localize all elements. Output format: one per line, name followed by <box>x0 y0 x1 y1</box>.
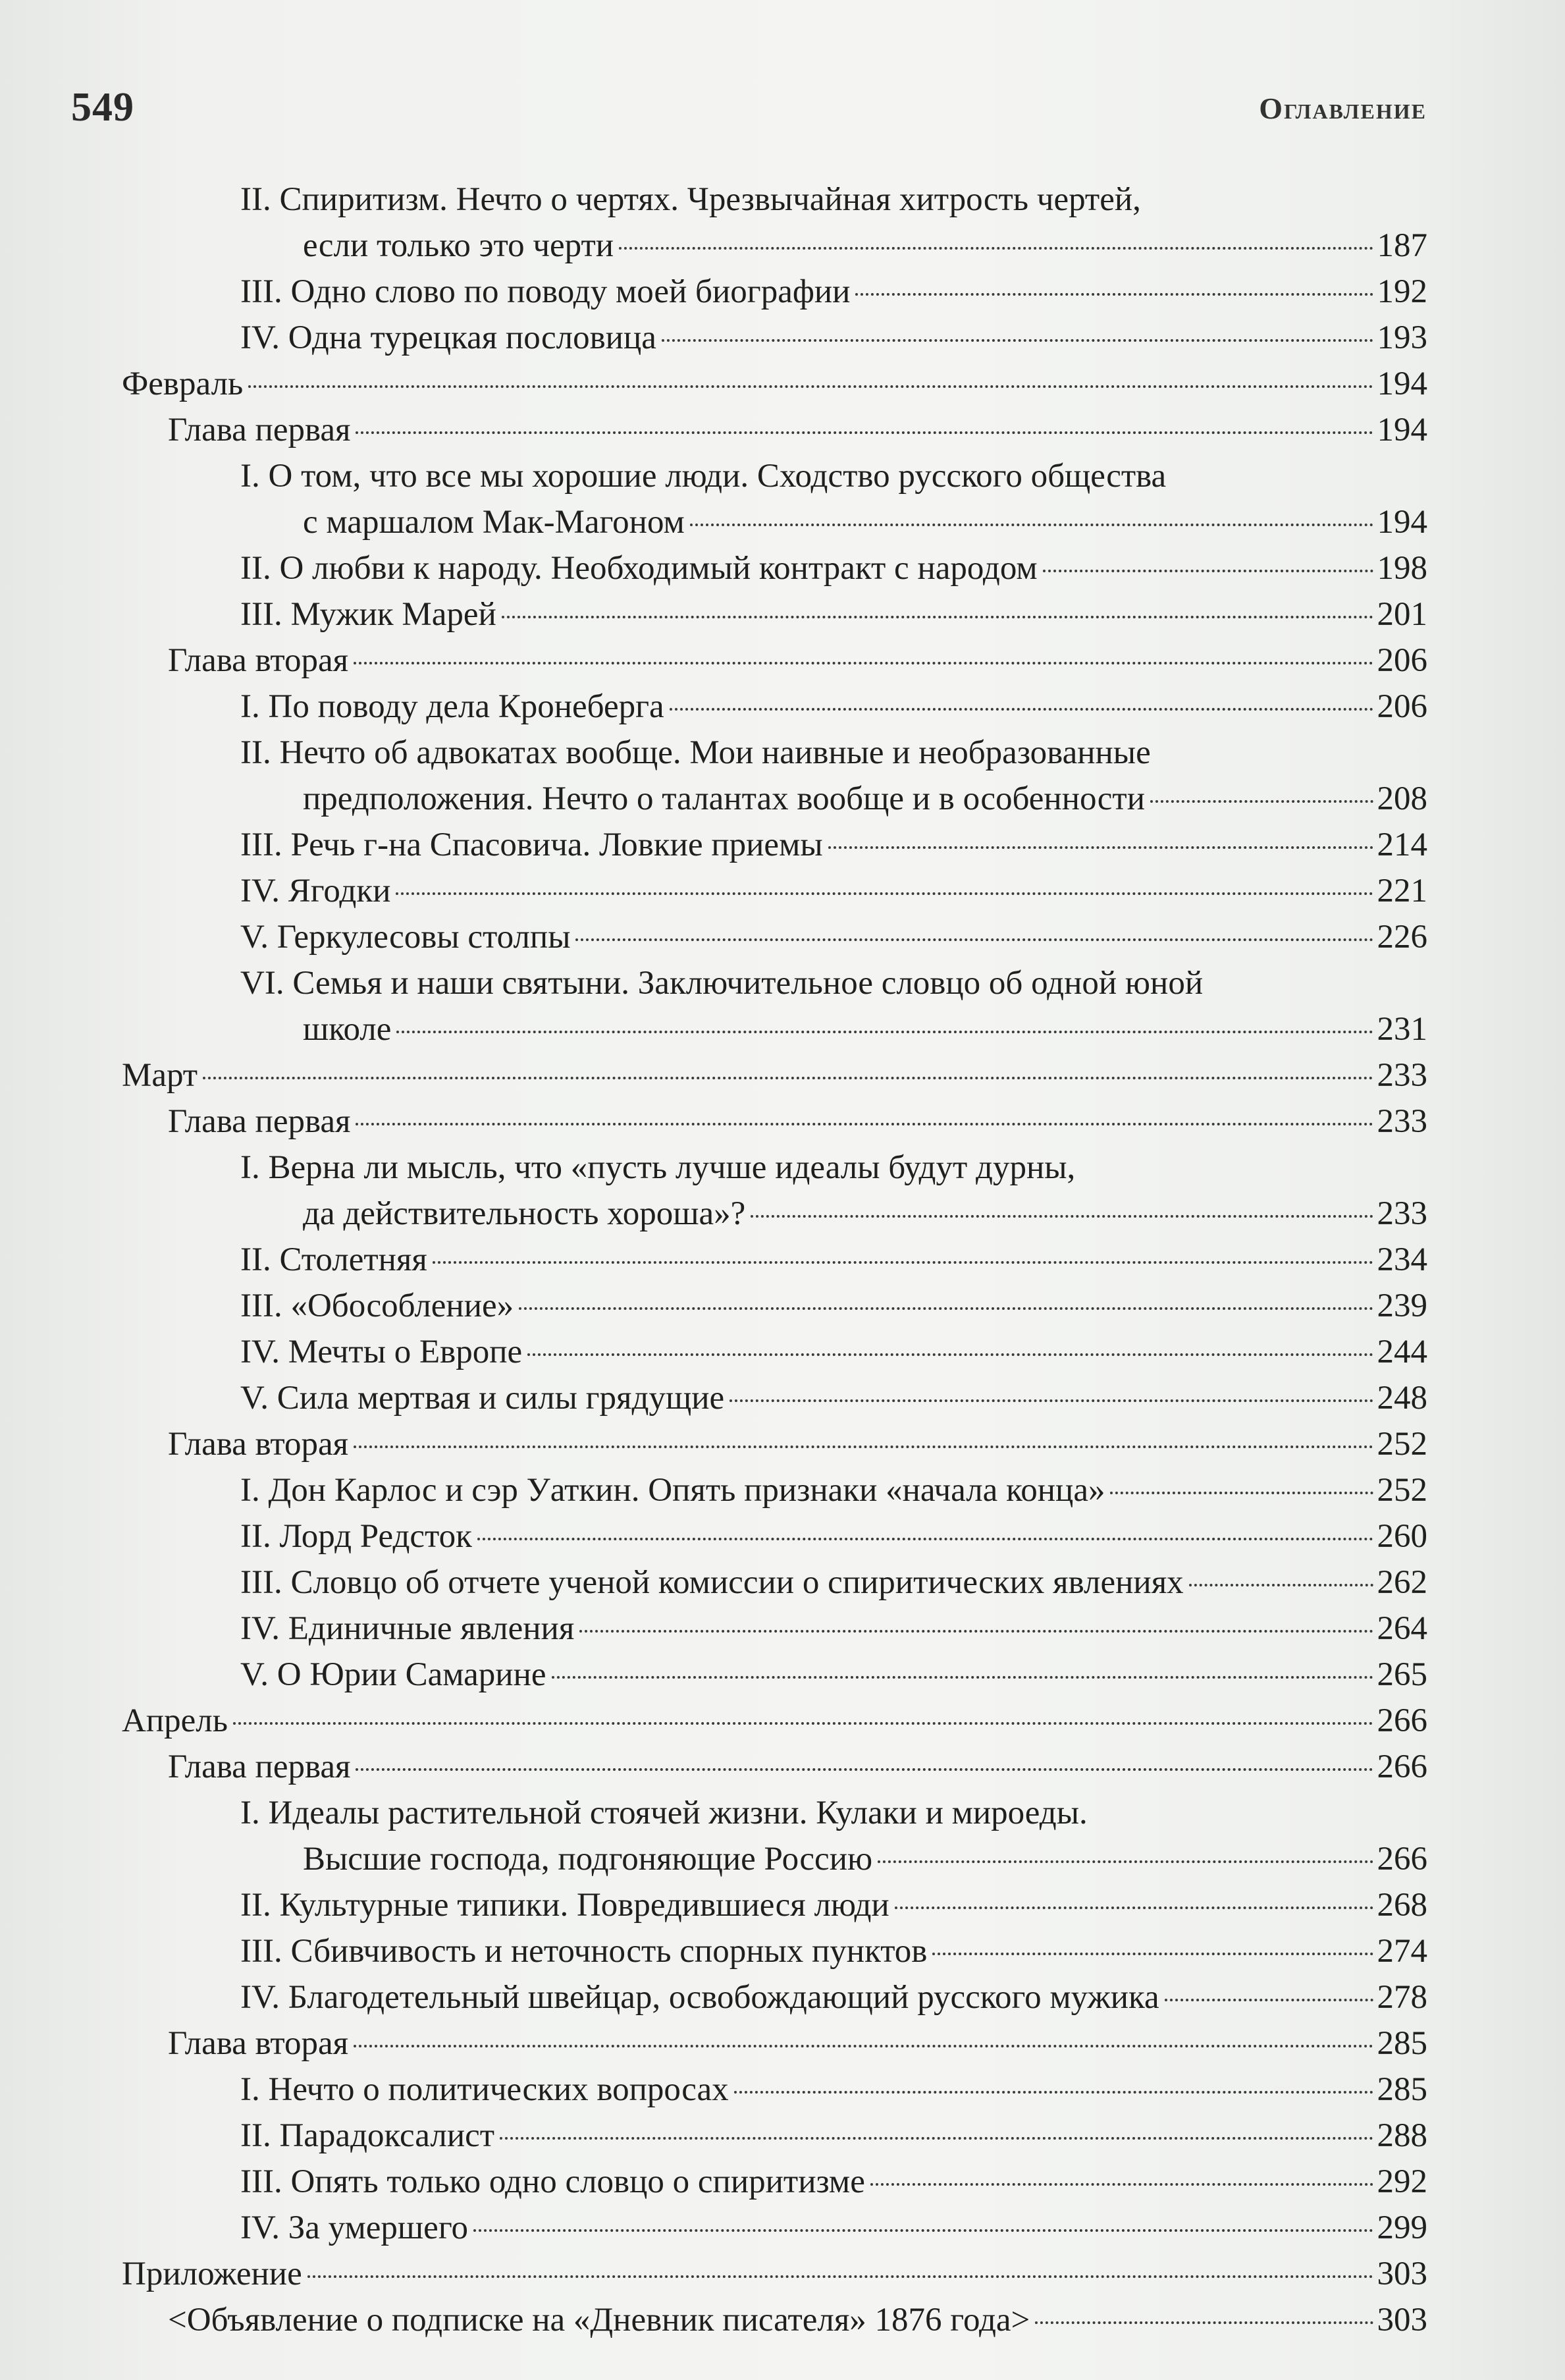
toc-entry-title: II. Культурные типики. Повредившиеся люди <box>240 1887 889 1924</box>
toc-entry-title: III. Опять только одно словцо о спиритизме <box>240 2163 865 2200</box>
dot-leader <box>870 2183 1373 2186</box>
toc-entry-title: IV. Благодетельный швейцар, освобождающий русского мужика <box>240 1979 1159 2016</box>
toc-entry-title: IV. Ягодки <box>240 873 391 909</box>
toc-entry <box>240 1928 1427 1974</box>
toc-page-number: 233 <box>1377 1057 1427 1094</box>
toc-entry-title: Приложение <box>122 2256 302 2292</box>
toc-page-number: 262 <box>1377 1564 1427 1601</box>
toc-entry-title: Глава вторая <box>168 642 349 679</box>
dot-leader <box>527 1353 1373 1356</box>
toc-entry <box>240 453 1427 545</box>
dot-leader <box>670 708 1373 711</box>
dot-leader <box>354 2045 1373 2047</box>
toc-entry-title: да действительность хороша»? <box>303 1195 746 1232</box>
dot-leader <box>1165 1999 1373 2001</box>
dot-leader <box>500 2137 1373 2140</box>
toc-entry-title: III. Словцо об отчете ученой комиссии о спиритических явлениях <box>240 1564 1184 1601</box>
toc-page-number: 278 <box>1377 1979 1427 2016</box>
toc-entry <box>168 2297 1427 2343</box>
dot-leader <box>895 1907 1373 1909</box>
toc-entry-title: Глава первая <box>168 1748 351 1785</box>
toc-entry <box>168 1098 1427 1145</box>
toc-entry <box>240 1513 1427 1559</box>
toc-page-number: 285 <box>1377 2071 1427 2108</box>
toc-entry <box>240 730 1427 822</box>
page-number: 549 <box>71 85 134 130</box>
toc-entry-title: III. Мужик Марей <box>240 596 496 633</box>
toc-entry-title: <Объявление о подписке на «Дневник писателя» 1876 года> <box>168 2302 1030 2339</box>
dot-leader <box>473 2229 1373 2232</box>
dot-leader <box>1035 2321 1373 2324</box>
toc-entry <box>240 2067 1427 2113</box>
dot-leader <box>356 1768 1373 1771</box>
toc-entry <box>122 361 1427 407</box>
toc-page-number: 252 <box>1377 1426 1427 1463</box>
dot-leader <box>477 1538 1373 1540</box>
toc-entry-title: Глава вторая <box>168 1426 349 1463</box>
toc-page-number: 248 <box>1377 1380 1427 1417</box>
toc-entry <box>240 960 1427 1052</box>
dot-leader <box>1150 800 1373 803</box>
toc-entry-title: VI. Семья и наши святыни. Заключительное словцо об одной юной <box>240 965 1204 1002</box>
toc-page-number: 265 <box>1377 1656 1427 1693</box>
toc-page-number: 194 <box>1377 504 1427 541</box>
toc-page-number: 303 <box>1377 2256 1427 2292</box>
dot-leader <box>690 524 1373 526</box>
toc-page-number: 266 <box>1377 1702 1427 1739</box>
toc-entry <box>240 2205 1427 2251</box>
toc-entry <box>240 1652 1427 1698</box>
toc-entry-title: II. Лорд Редсток <box>240 1518 472 1555</box>
toc-entry-title: Высшие господа, подгоняющие Россию <box>303 1841 873 1878</box>
toc-page-number: 198 <box>1377 550 1427 587</box>
toc-page-number: 194 <box>1377 365 1427 402</box>
toc-page-number: 260 <box>1377 1518 1427 1555</box>
toc-entry <box>240 1559 1427 1606</box>
toc-page-number: 208 <box>1377 780 1427 817</box>
toc-entry <box>240 822 1427 868</box>
dot-leader <box>433 1261 1373 1264</box>
toc-page-number: 206 <box>1377 688 1427 725</box>
toc-entry-title: III. «Обособление» <box>240 1287 514 1324</box>
toc-page-number: 292 <box>1377 2163 1427 2200</box>
toc-entry <box>168 637 1427 684</box>
toc-entry-title: II. О любви к народу. Необходимый контракт с народом <box>240 550 1038 587</box>
toc-entry-title: V. Сила мертвая и силы грядущие <box>240 1380 725 1417</box>
toc-page-number: 288 <box>1377 2117 1427 2154</box>
toc-page-number: 193 <box>1377 319 1427 356</box>
toc-entry <box>240 1790 1427 1882</box>
toc-entry <box>240 1974 1427 2020</box>
toc-entry-title: если только это черти <box>303 227 614 264</box>
toc-entry <box>240 1375 1427 1421</box>
toc-entry-title: предположения. Нечто о талантах вообще и в особенности <box>303 780 1145 817</box>
toc-entry <box>240 545 1427 591</box>
toc-entry-title: IV. Мечты о Европе <box>240 1334 523 1370</box>
toc-page-number: 268 <box>1377 1887 1427 1924</box>
toc-entry <box>240 1145 1427 1237</box>
dot-leader <box>233 1722 1373 1725</box>
toc-entry-title: II. Парадоксалист <box>240 2117 495 2154</box>
toc-page-number: 234 <box>1377 1241 1427 1278</box>
toc-entry-title: II. Столетняя <box>240 1241 427 1278</box>
dot-leader <box>579 1630 1373 1633</box>
toc-entry <box>240 315 1427 361</box>
toc-page-number: 266 <box>1377 1748 1427 1785</box>
toc-entry-title: V. О Юрии Самарине <box>240 1656 546 1693</box>
toc-entry <box>240 176 1427 269</box>
dot-leader <box>1043 570 1373 572</box>
toc-page-number: 274 <box>1377 1933 1427 1970</box>
toc-page-number: 264 <box>1377 1610 1427 1647</box>
dot-leader <box>248 385 1373 388</box>
toc-entry-title: III. Сбивчивость и неточность спорных пунктов <box>240 1933 928 1970</box>
toc-entry <box>240 1467 1427 1513</box>
dot-leader <box>502 616 1373 618</box>
toc-entry-title: I. Нечто о политических вопросах <box>240 2071 729 2108</box>
toc-entry <box>240 1283 1427 1329</box>
toc-entry <box>240 591 1427 637</box>
dot-leader <box>619 247 1373 250</box>
dot-leader <box>855 293 1373 296</box>
toc-entry-title: IV. Единичные явления <box>240 1610 575 1647</box>
toc-entry <box>240 684 1427 730</box>
toc-entry <box>240 1606 1427 1652</box>
toc-page-number: 244 <box>1377 1334 1427 1370</box>
dot-leader <box>307 2275 1373 2278</box>
toc-entry <box>240 1329 1427 1375</box>
toc-page-number: 187 <box>1377 227 1427 264</box>
toc-page-number: 231 <box>1377 1011 1427 1048</box>
toc-page-number: 239 <box>1377 1287 1427 1324</box>
dot-leader <box>734 2091 1373 2094</box>
toc-entry-title: I. По поводу дела Кронеберга <box>240 688 664 725</box>
toc-entry-title: IV. За умершего <box>240 2209 468 2246</box>
toc-entry-title: II. Спиритизм. Нечто о чертях. Чрезвычайная хитрость чертей, <box>240 181 1141 218</box>
toc-entry-title: Глава первая <box>168 412 351 448</box>
dot-leader <box>354 662 1373 664</box>
dot-leader <box>828 846 1373 849</box>
toc-entry <box>240 914 1427 960</box>
toc-page-number: 303 <box>1377 2302 1427 2339</box>
toc-entry-title: I. Идеалы растительной стоячей жизни. Кулаки и мироеды. <box>240 1795 1088 1831</box>
dot-leader <box>1189 1584 1373 1586</box>
toc-entry <box>240 2159 1427 2205</box>
dot-leader <box>552 1676 1373 1679</box>
dot-leader <box>356 1123 1373 1125</box>
dot-leader <box>751 1215 1373 1218</box>
dot-leader <box>575 938 1373 941</box>
toc-page-number: 252 <box>1377 1472 1427 1509</box>
toc-entry <box>168 1744 1427 1790</box>
toc-entry-title: с маршалом Мак-Магоном <box>303 504 685 541</box>
toc-entry-title: I. Дон Карлос и сэр Уаткин. Опять признаки «начала конца» <box>240 1472 1105 1509</box>
toc-entry-title: IV. Одна турецкая пословица <box>240 319 656 356</box>
toc-entry-title: I. Верна ли мысль, что «пусть лучше идеалы будут дурны, <box>240 1149 1076 1186</box>
toc-entry <box>240 269 1427 315</box>
toc-page-number: 266 <box>1377 1841 1427 1878</box>
dot-leader <box>203 1077 1373 1079</box>
dot-leader <box>1110 1492 1373 1494</box>
dot-leader <box>396 892 1373 895</box>
dot-leader <box>878 1860 1373 1863</box>
toc-page-number: 206 <box>1377 642 1427 679</box>
dot-leader <box>932 1953 1373 1955</box>
dot-leader <box>356 431 1373 434</box>
dot-leader <box>662 339 1373 342</box>
toc-page-number: 226 <box>1377 919 1427 956</box>
toc-page-number: 233 <box>1377 1103 1427 1140</box>
toc-entry-title: II. Нечто об адвокатах вообще. Мои наивные и необразованные <box>240 734 1151 771</box>
dot-leader <box>729 1399 1373 1402</box>
toc-entry-title: школе <box>303 1011 392 1048</box>
toc-page-number: 221 <box>1377 873 1427 909</box>
toc-entry-title: Март <box>122 1057 198 1094</box>
toc-entry <box>122 1698 1427 1744</box>
toc-entry <box>240 1237 1427 1283</box>
toc-entry-title: Глава вторая <box>168 2025 349 2062</box>
toc-page-number: 194 <box>1377 412 1427 448</box>
toc-page-number: 299 <box>1377 2209 1427 2246</box>
toc-page-number: 233 <box>1377 1195 1427 1232</box>
dot-leader <box>519 1307 1373 1310</box>
toc-entry-title: Апрель <box>122 1702 228 1739</box>
toc-entry <box>168 407 1427 453</box>
toc-page-number: 214 <box>1377 826 1427 863</box>
toc-entry <box>240 2113 1427 2159</box>
toc-entry-title: III. Одно слово по поводу моей биографии <box>240 273 851 310</box>
toc-entry <box>122 2251 1427 2297</box>
toc-page-number: 285 <box>1377 2025 1427 2062</box>
toc-page-number: 201 <box>1377 596 1427 633</box>
toc-entry-title: Февраль <box>122 365 244 402</box>
toc-entry-title: Глава первая <box>168 1103 351 1140</box>
toc-entry-title: I. О том, что все мы хорошие люди. Сходство русского общества <box>240 458 1167 495</box>
toc-entry <box>122 1052 1427 1098</box>
dot-leader <box>396 1031 1373 1033</box>
toc-entry <box>168 2020 1427 2067</box>
toc-entry <box>240 1882 1427 1928</box>
toc-entry-title: V. Геркулесовы столпы <box>240 919 571 956</box>
toc-entry-title: III. Речь г-на Спасовича. Ловкие приемы <box>240 826 823 863</box>
running-head: Оглавление <box>1259 92 1427 125</box>
toc-entry <box>168 1421 1427 1467</box>
toc-page-number: 192 <box>1377 273 1427 310</box>
dot-leader <box>354 1446 1373 1448</box>
toc-entry <box>240 868 1427 914</box>
